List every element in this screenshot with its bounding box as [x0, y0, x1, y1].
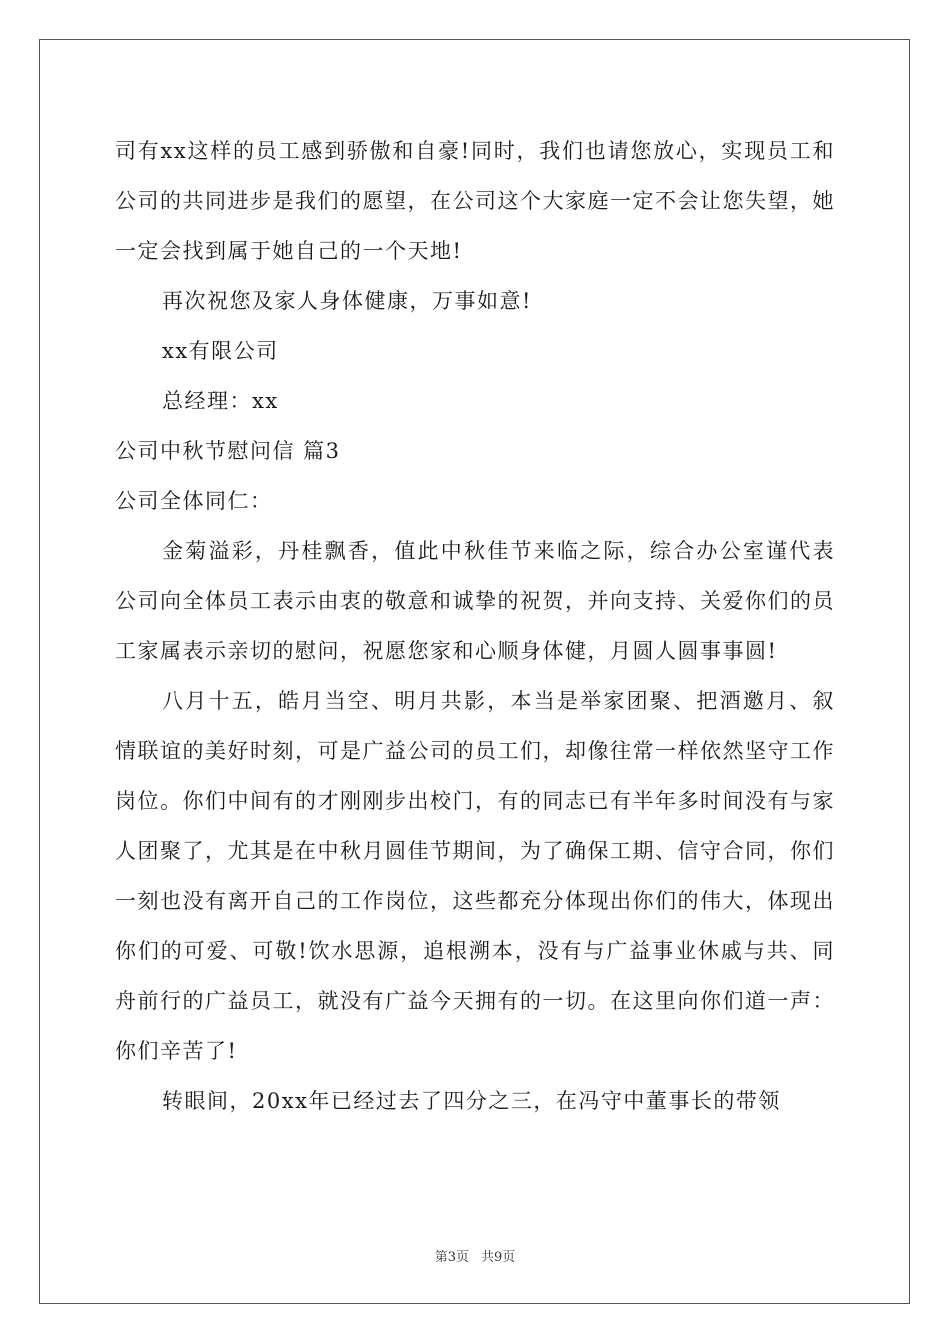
document-body: [115, 126, 835, 1126]
signature-manager: 总经理：xx: [162, 389, 279, 413]
paragraph-year-review: 转眼间，20xx年已经过去了四分之三，在冯守中董事长的带领: [162, 1089, 781, 1113]
page-total: 共9页: [481, 1250, 516, 1265]
paragraph-letter-continuation: 司有xx这样的员工感到骄傲和自豪!同时，我们也请您放心，实现员工和公司的共同进步是我们的愿望，在公司这个大家庭一定不会让您失望，她一定会找到属于她自己的一个天地!: [115, 139, 835, 263]
section-title: 公司中秋节慰问信 篇3: [115, 439, 341, 463]
paragraph-greeting: 金菊溢彩，丹桂飘香，值此中秋佳节来临之际，综合办公室谨代表公司向全体员工表示由衷的敬意和诚挚的祝贺，并向支持、关爱你们的员工家属表示亲切的慰问，祝愿您家和心顺身体健，月圆人圆事事圆!: [115, 539, 835, 663]
signature-company: xx有限公司: [162, 339, 279, 363]
page-footer: [0, 1246, 950, 1265]
paragraph-appreciation: 八月十五，皓月当空、明月共影，本当是举家团聚、把酒邀月、叙情联谊的美好时刻，可是广益公司的员工们，却像往常一样依然坚守工作岗位。你们中间有的才刚刚步出校门，有的同志已有半年多时间没有与家人团聚了，尤其是在中秋月圆佳节期间，为了确保工期、信守合同，你们一刻也没有离开自己的工作岗位，这些都充分体现出你们的伟大，体现出你们的可爱、可敬!饮水思源，追根溯本，没有与广益事业休戚与共、同舟前行的广益员工，就没有广益今天拥有的一切。在这里向你们道一声：你们辛苦了!: [115, 689, 835, 1063]
paragraph-closing-wishes: 再次祝您及家人身体健康，万事如意!: [162, 289, 532, 313]
salutation: 公司全体同仁：: [115, 489, 273, 513]
page-number: 第3页: [434, 1250, 469, 1265]
